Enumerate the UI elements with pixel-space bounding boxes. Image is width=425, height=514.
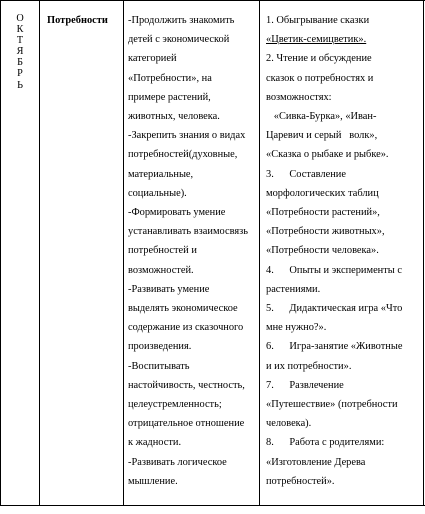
goal-line: категорией bbox=[128, 53, 177, 65]
activity-line: человека). bbox=[266, 418, 312, 430]
goal-line: -Развивать логическое bbox=[128, 456, 227, 468]
month-letter: Р bbox=[17, 68, 23, 80]
goal-line: примере растений, bbox=[128, 91, 211, 103]
goal-line: детей с экономической bbox=[128, 34, 230, 46]
goal-line: содержание из сказочного bbox=[128, 322, 244, 334]
activity-line: сказок о потребностях и bbox=[266, 72, 374, 84]
activity-line: «Сивка-Бурка», «Иван- bbox=[266, 111, 377, 123]
activity-line: морфологических таблиц bbox=[266, 187, 379, 199]
goal-line: к жадности. bbox=[128, 437, 182, 449]
activity-line: «Потребности животных», bbox=[266, 226, 385, 238]
activity-line: 7. Развлечение bbox=[266, 379, 344, 391]
table-border-left bbox=[0, 0, 1, 506]
column-divider bbox=[39, 0, 40, 506]
activity-line: 5. Дидактическая игра «Что bbox=[266, 303, 403, 315]
month-letter: Я bbox=[16, 46, 24, 58]
activity-line: Царевич и серый волк», bbox=[266, 130, 378, 142]
goal-line: животных, человека. bbox=[128, 111, 220, 123]
goal-line: целеустремленность; bbox=[128, 399, 222, 411]
goal-line: -Развивать умение bbox=[128, 283, 210, 295]
activity-line: «Потребности растений», bbox=[266, 207, 380, 219]
activity-line: 3. Составление bbox=[266, 168, 346, 180]
activity-line: и их потребности». bbox=[266, 360, 352, 372]
activity-line: мне нужно?». bbox=[266, 322, 327, 334]
goals-cell bbox=[128, 11, 258, 491]
table-border-right bbox=[423, 0, 424, 506]
topic-cell bbox=[47, 11, 121, 30]
goal-line: -Закрепить знания о видах bbox=[128, 130, 246, 142]
column-divider bbox=[259, 0, 260, 506]
goal-line: социальные). bbox=[128, 187, 187, 199]
goal-line: -Воспитывать bbox=[128, 360, 190, 372]
activity-line: «Путешествие» (потребности bbox=[266, 399, 398, 411]
month-letter: Б bbox=[17, 57, 23, 69]
goal-line: -Формировать умение bbox=[128, 207, 226, 219]
goal-line: отрицательное отношение bbox=[128, 418, 245, 430]
goal-line: -Продолжить знакомить bbox=[128, 15, 235, 26]
activities-cell bbox=[266, 11, 422, 491]
month-letter: Ь bbox=[17, 79, 23, 91]
month-letter: О bbox=[16, 13, 24, 24]
topic-title: Потребности bbox=[47, 15, 108, 26]
activity-line: 6. Игра-занятие «Животные bbox=[266, 341, 403, 353]
table-border-bottom bbox=[0, 505, 425, 506]
activity-line: растениями. bbox=[266, 283, 321, 295]
goal-line: потребностей и bbox=[128, 245, 197, 257]
goal-line: устанавливать взаимосвязь bbox=[128, 226, 248, 238]
goal-line: потребностей(духовные, bbox=[128, 149, 238, 161]
activity-line: потребностей». bbox=[266, 475, 335, 487]
month-letter: К bbox=[16, 24, 24, 36]
goal-line: настойчивость, честность, bbox=[128, 379, 245, 391]
month-letter: Т bbox=[16, 35, 24, 47]
activity-line: «Изготовление Дерева bbox=[266, 456, 366, 468]
goal-line: «Потребности», на bbox=[128, 72, 212, 84]
column-divider bbox=[123, 0, 124, 506]
activity-line: «Цветик-семицветик». bbox=[266, 34, 367, 46]
goal-line: выделять экономическое bbox=[128, 303, 238, 315]
activity-line: «Потребности человека». bbox=[266, 245, 379, 257]
goal-line: возможностей. bbox=[128, 264, 194, 276]
activity-line: возможностях: bbox=[266, 91, 332, 103]
activity-line: «Сказка о рыбаке и рыбке». bbox=[266, 149, 389, 161]
activity-line: 4. Опыты и эксперименты с bbox=[266, 264, 402, 276]
activity-line: 8. Работа с родителями: bbox=[266, 437, 385, 449]
table-border-top bbox=[0, 0, 425, 1]
activity-line: 1. Обыгрывание сказки bbox=[266, 15, 370, 26]
activity-line: 2. Чтение и обсуждение bbox=[266, 53, 372, 65]
goal-line: произведения. bbox=[128, 341, 192, 353]
goal-line: мышление. bbox=[128, 475, 178, 487]
goal-line: материальные, bbox=[128, 168, 194, 180]
month-cell bbox=[8, 13, 32, 91]
